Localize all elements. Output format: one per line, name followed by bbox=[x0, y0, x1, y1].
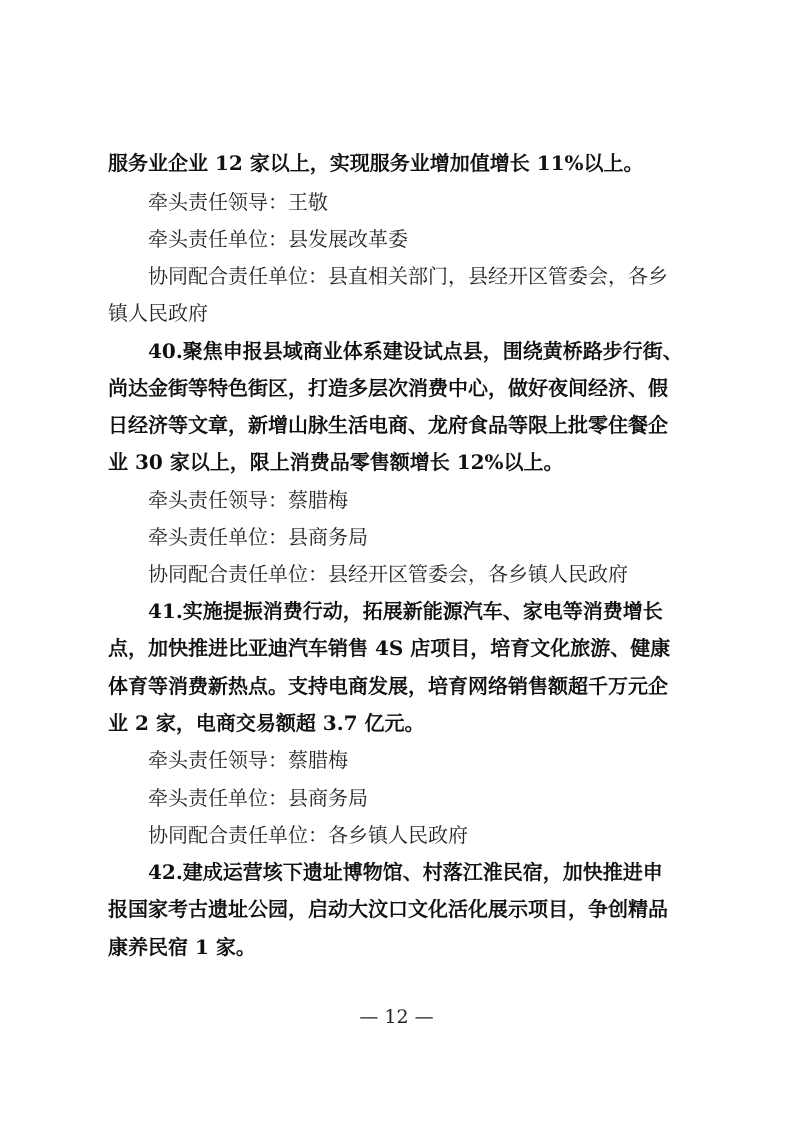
text-line: 协同配合责任单位：县经开区管委会，各乡镇人民政府 bbox=[148, 562, 628, 586]
text-line: 报国家考古遗址公园，启动大汶口文化活化展示项目，争创精品 bbox=[108, 897, 668, 921]
text-line: 牵头责任单位：县商务局 bbox=[148, 786, 368, 810]
text-line: 42.建成运营垓下遗址博物馆、村落江淮民宿，加快推进申 bbox=[148, 860, 663, 884]
text-line: 业 30 家以上，限上消费品零售额增长 12%以上。 bbox=[108, 450, 564, 474]
text-line: 康养民宿 1 家。 bbox=[108, 935, 256, 959]
text-line: 日经济等文章，新增山脉生活电商、龙府食品等限上批零住餐企 bbox=[108, 413, 668, 437]
text-line: 牵头责任单位：县发展改革委 bbox=[148, 227, 408, 251]
text-line: 41.实施提振消费行动，拓展新能源汽车、家电等消费增长 bbox=[148, 599, 663, 623]
text-line: 牵头责任领导：蔡腊梅 bbox=[148, 488, 348, 512]
text-line: 体育等消费新热点。支持电商发展，培育网络销售额超千万元企 bbox=[108, 674, 668, 698]
text-line: 牵头责任领导：王敬 bbox=[148, 190, 328, 214]
text-line: 镇人民政府 bbox=[108, 301, 208, 325]
text-line: 点，加快推进比亚迪汽车销售 4S 店项目，培育文化旅游、健康 bbox=[108, 636, 671, 660]
page-number: — 12 — bbox=[359, 1006, 434, 1028]
text-line: 业 2 家，电商交易额超 3.7 亿元。 bbox=[108, 711, 425, 735]
text-line: 服务业企业 12 家以上，实现服务业增加值增长 11%以上。 bbox=[108, 151, 644, 175]
text-line: 尚达金街等特色街区，打造多层次消费中心，做好夜间经济、假 bbox=[108, 376, 668, 400]
text-line: 协同配合责任单位：各乡镇人民政府 bbox=[148, 823, 468, 847]
text-line: 牵头责任单位：县商务局 bbox=[148, 525, 368, 549]
text-line: 协同配合责任单位：县直相关部门，县经开区管委会，各乡 bbox=[148, 264, 668, 288]
text-line: 40.聚焦申报县域商业体系建设试点县，围绕黄桥路步行街、 bbox=[148, 339, 683, 363]
text-line: 牵头责任领导：蔡腊梅 bbox=[148, 748, 348, 772]
